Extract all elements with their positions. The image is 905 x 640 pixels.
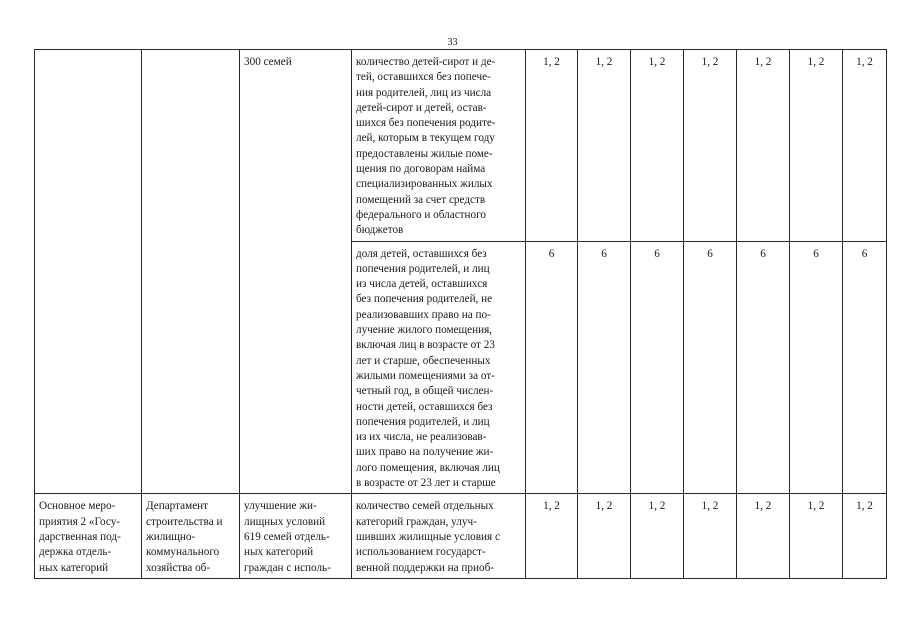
value-cell: 6 <box>526 241 578 494</box>
program-table <box>34 49 887 579</box>
value-cell: 6 <box>631 241 684 494</box>
indicator-cell: количество семей отдельных категорий граждан, улуч- шивших жилищные условия с использованием государст- венной поддержки на приоб- <box>352 494 526 579</box>
value-cell: 1, 2 <box>578 494 631 579</box>
result-cell: улучшение жи- лищных условий 619 семей отдель- ных категорий граждан с исполь- <box>240 494 352 579</box>
value-cell: 1, 2 <box>526 50 578 242</box>
value-cell: 1, 2 <box>631 494 684 579</box>
value-cell: 1, 2 <box>684 50 737 242</box>
value-cell: 1, 2 <box>684 494 737 579</box>
value-cell: 6 <box>790 241 843 494</box>
measure-cell: Основное меро- приятия 2 «Госу- дарственная под- держка отдель- ных категорий <box>35 494 142 579</box>
value-cell: 1, 2 <box>737 50 790 242</box>
table-row <box>35 494 887 579</box>
value-cell: 6 <box>578 241 631 494</box>
value-cell: 6 <box>737 241 790 494</box>
value-cell: 1, 2 <box>790 494 843 579</box>
page-number: 33 <box>447 37 458 48</box>
result-cell: 300 семей <box>240 50 352 494</box>
value-cell: 1, 2 <box>578 50 631 242</box>
value-cell: 1, 2 <box>843 494 887 579</box>
table-row <box>35 50 887 242</box>
measure-cell-empty <box>35 50 142 494</box>
executor-cell: Департамент строительства и жилищно- коммунального хозяйства об- <box>142 494 240 579</box>
indicator-cell: количество детей-сирот и де- тей, оставшихся без попече- ния родителей, лиц из числа детей-сирот и детей, остав- шихся без попечения родите- лей, которым в текущем году предоставлены жилые поме- щения по договорам найма специализированных жилых помещений за счет средств федерального и областного бюджетов <box>352 50 526 242</box>
value-cell: 1, 2 <box>631 50 684 242</box>
value-cell: 6 <box>684 241 737 494</box>
value-cell: 1, 2 <box>843 50 887 242</box>
indicator-cell: доля детей, оставшихся без попечения родителей, и лиц из числа детей, оставшихся без попечения родителей, не реализовавших право на по- лучение жилого помещения, включая лиц в возрасте от 23 лет и старше, обеспеченных жилыми помещениями за от- четный год, в общей числен- ности детей, оставшихся без попечения родителей, и лиц из их числа, не реализовав- ших право на получение жи- лого помещения, включая лиц в возрасте от 23 лет и старше <box>352 241 526 494</box>
value-cell: 1, 2 <box>526 494 578 579</box>
executor-cell-empty <box>142 50 240 494</box>
value-cell: 1, 2 <box>737 494 790 579</box>
value-cell: 6 <box>843 241 887 494</box>
value-cell: 1, 2 <box>790 50 843 242</box>
